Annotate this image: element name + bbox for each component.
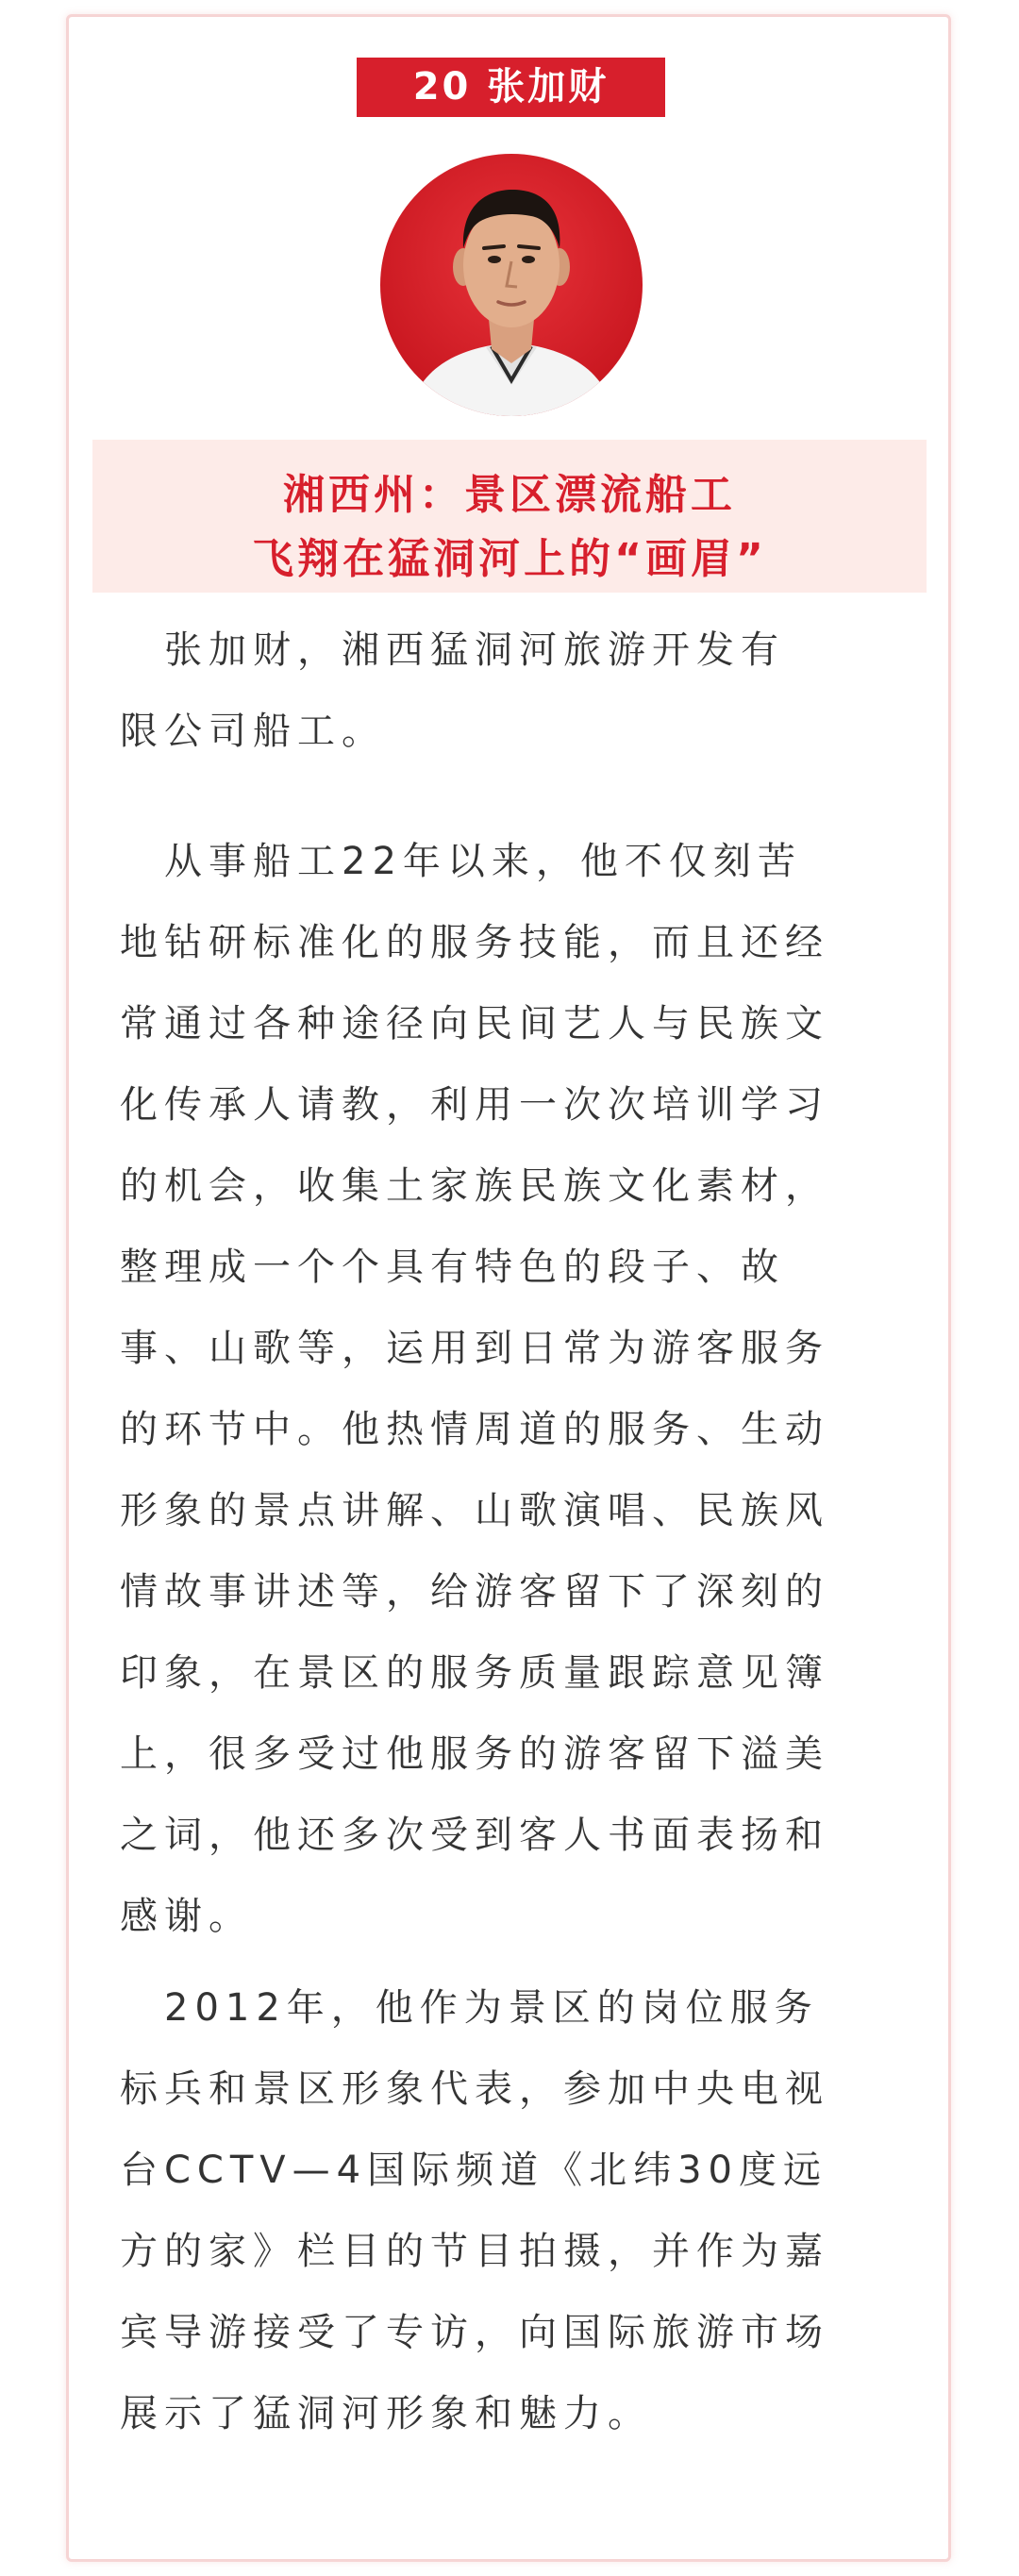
text-line: 整理成一个个具有特色的段子、故 [120, 1246, 785, 1289]
text-line: 情故事讲述等，给游客留下了深刻的 [120, 1570, 829, 1614]
paragraph-3 [120, 1967, 899, 2454]
text-line: 限公司船工。 [120, 710, 386, 753]
text-line: 台CCTV—4国际频道《北纬30度远 [120, 2149, 828, 2192]
person-photo-icon [380, 154, 643, 416]
text-line: 标兵和景区形象代表，参加中央电视 [120, 2067, 829, 2111]
text-line: 之词，他还多次受到客人书面表扬和 [120, 1814, 829, 1857]
avatar [380, 154, 643, 416]
text-line: 化传承人请教，利用一次次培训学习 [120, 1083, 829, 1127]
text-line: 方的家》栏目的节目拍摄，并作为嘉 [120, 2230, 829, 2273]
text-line: 从事船工22年以来，他不仅刻苦 [120, 840, 802, 883]
text-line: 印象，在景区的服务质量跟踪意见簿 [120, 1651, 829, 1695]
text-line: 的机会，收集土家族民族文化素材， [120, 1164, 829, 1208]
paragraph-1 [120, 610, 899, 772]
title-line-2: 飞翔在猛洞河上的“画眉” [252, 535, 767, 583]
text-line: 形象的景点讲解、山歌演唱、民族风 [120, 1489, 829, 1532]
text-line: 常通过各种途径向民间艺人与民族文 [120, 1002, 829, 1045]
title-line-1: 湘西州：景区漂流船工 [283, 471, 736, 519]
text-line: 感谢。 [120, 1895, 253, 1938]
text-line: 展示了猛洞河形象和魅力。 [120, 2392, 652, 2435]
profile-card [66, 14, 951, 2562]
text-line: 事、山歌等，运用到日常为游客服务 [120, 1327, 829, 1370]
text-line: 张加财，湘西猛洞河旅游开发有 [120, 628, 785, 672]
paragraph-2 [120, 821, 899, 1957]
text-line: 2012年，他作为景区的岗位服务 [120, 1986, 819, 2030]
text-line: 的环节中。他热情周道的服务、生动 [120, 1408, 829, 1451]
text-line: 上，很多受过他服务的游客留下溢美 [120, 1732, 829, 1776]
text-line: 地钻研标准化的服务技能，而且还经 [120, 921, 829, 964]
text-line: 宾导游接受了专访，向国际旅游市场 [120, 2311, 829, 2354]
title-banner [92, 440, 927, 593]
number-badge: 20 张加财 [357, 58, 665, 117]
